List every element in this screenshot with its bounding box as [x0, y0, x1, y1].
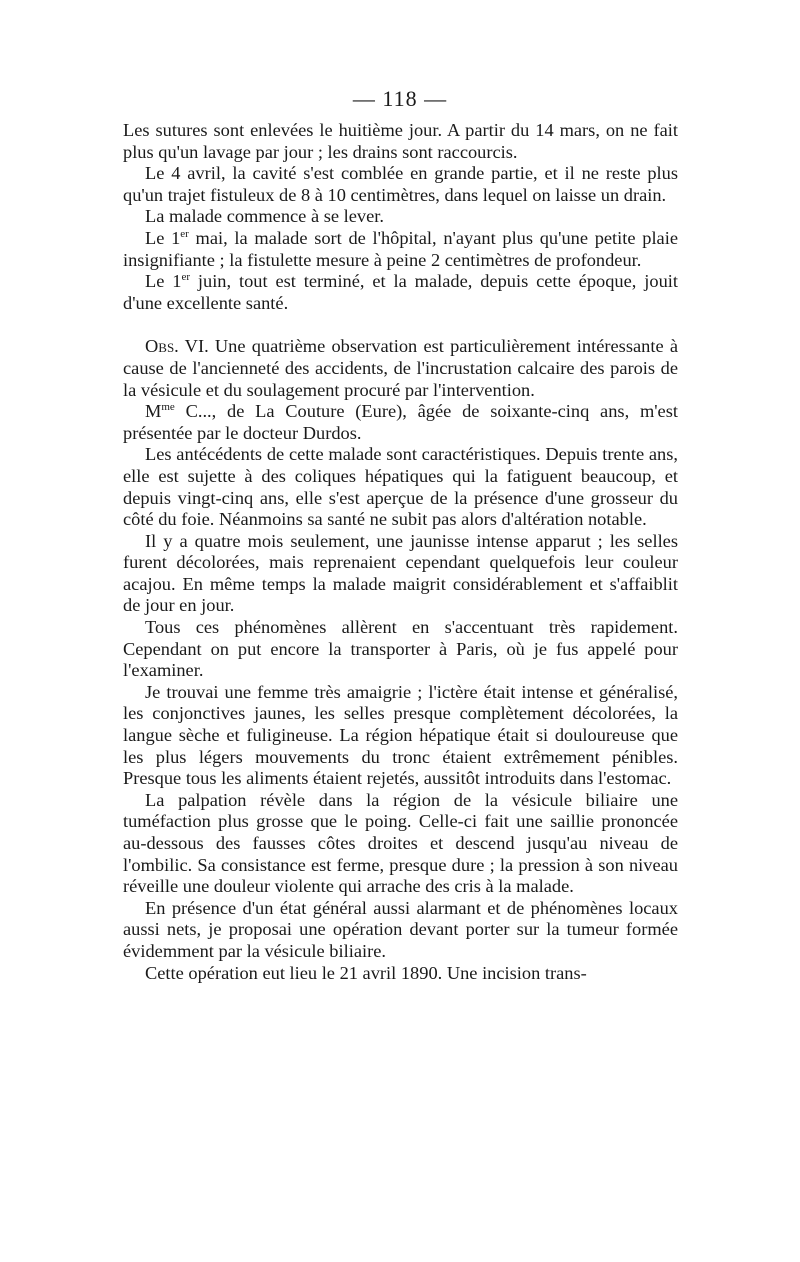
text-run: C..., de La Couture (Eure), âgée de soixante-cinq ans, m'est présentée par le docteur Durdos. [123, 401, 678, 443]
text-run: La malade commence à se lever. [145, 206, 384, 227]
text-run: Cette opération eut lieu le 21 avril 1890. Une incision trans- [145, 962, 587, 983]
superscript: me [161, 401, 175, 414]
paragraph [123, 206, 678, 228]
paragraph [123, 228, 678, 271]
paragraph [123, 617, 678, 682]
text-run: Les sutures sont enlevées le huitième jour. A partir du 14 mars, on ne fait plus qu'un lavage par jour ; les drains sont raccourcis. [123, 120, 678, 162]
text-run: Le 1 [145, 271, 182, 292]
paragraph [123, 401, 678, 444]
observation-label: Obs. [145, 336, 179, 357]
paragraph [123, 271, 678, 314]
paragraph [123, 120, 678, 163]
text-run: VI. Une quatrième observation est particulièrement intéressante à cause de l'ancienneté des accidents, de l'incrustation calcaire des parois de la vésicule et du soulagement procuré par l'intervention. [123, 336, 678, 400]
paragraph [123, 898, 678, 963]
paragraph [123, 163, 678, 206]
text-run: En présence d'un état général aussi alarmant et de phénomènes locaux aussi nets, je proposai une opération devant porter sur la tumeur formée évidemment par la vésicule biliaire. [123, 897, 678, 961]
text-run: La palpation révèle dans la région de la vésicule biliaire une tuméfaction plus grosse que le poing. Celle-ci fait une saillie prononcée au-dessous des fausses côtes droites et descend jusqu'au niveau de l'ombilic. Sa consistance est ferme, presque dure ; la pression à son niveau réveille une douleur violente qui arrache des cris à la malade. [123, 789, 678, 897]
paragraph [123, 444, 678, 530]
text-run: M [145, 401, 162, 422]
paragraph [123, 790, 678, 898]
paragraph [123, 682, 678, 790]
paragraph [123, 336, 678, 401]
body-text [123, 120, 678, 984]
superscript: er [180, 227, 189, 240]
superscript: er [181, 271, 191, 284]
paragraph [123, 963, 678, 985]
text-run: mai, la malade sort de l'hôpital, n'ayant plus qu'une petite plaie insignifiante ; la fistulette mesure à peine 2 centimètres de profondeur. [123, 227, 678, 270]
text-run: Tous ces phénomènes allèrent en s'accentuant très rapidement. Cependant on put encore la transporter à Paris, où je fus appelé pour l'examiner. [123, 617, 678, 681]
text-run: Il y a quatre mois seulement, une jaunisse intense apparut ; les selles furent décolorées, mais reprenaient cependant quelquefois leur couleur acajou. En même temps la malade maigrit considérablement et s'affaiblit de jour en jour. [123, 530, 678, 616]
text-run: juin, tout est terminé, et la malade, depuis cette époque, jouit d'une excellente santé. [123, 271, 678, 313]
text-run: Les antécédents de cette malade sont caractéristiques. Depuis trente ans, elle est sujette à des coliques hépatiques qui la fatiguent beaucoup, et depuis vingt-cinq ans, elle s'est aperçue de la présence d'une grosseur du côté du foie. Néanmoins sa santé ne subit pas alors d'altération notable. [123, 444, 678, 530]
page-number: — 118 — [352, 86, 448, 111]
text-run: Le 1 [145, 227, 181, 248]
paragraph [123, 531, 678, 617]
text-run: Le 4 avril, la cavité s'est comblée en grande partie, et il ne reste plus qu'un trajet fistuleux de 8 à 10 centimètres, dans lequel on laisse un drain. [123, 163, 678, 205]
text-run: Je trouvai une femme très amaigrie ; l'ictère était intense et généralisé, les conjonctives jaunes, les selles presque complètement décolorées, la langue sèche et fuligineuse. La région hépatique était si douloureuse que les plus légers mouvements du tronc étaient extrêmement pénibles. Presque tous les aliments étaient rejetés, aussitôt introduits dans l'estomac. [123, 681, 678, 789]
